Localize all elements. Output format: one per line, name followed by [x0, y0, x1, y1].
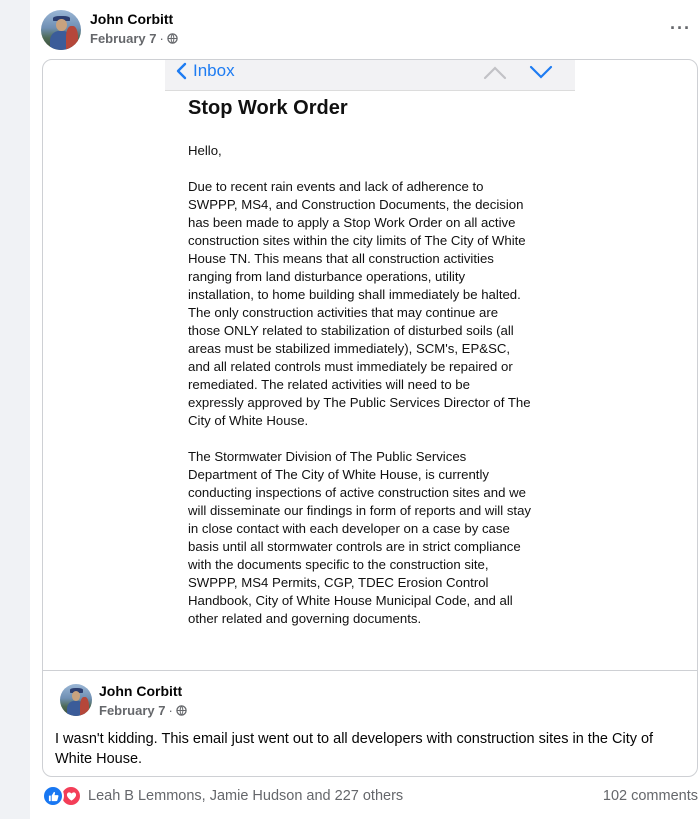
email-screenshot — [165, 60, 575, 670]
author-avatar[interactable] — [41, 10, 81, 50]
chevron-down-icon — [529, 64, 553, 80]
meta-separator: · — [159, 31, 164, 46]
original-post — [43, 671, 697, 776]
post-footer — [42, 783, 698, 809]
email-paragraph-2: The Stormwater Division of The Public Services Department of The City of White House, is currently conducting inspections of active construction sites and we will disseminate our findings in form of reports and will stay in close contact with each developer on a case by case basis until all stormwater controls are in strict compliance with the documents specific to the construction site, SWPPP, MS4 Permits, CGP, TDEC Erosion Control Handbook, City of White House Municipal Code, and all other related and governing documents. — [188, 449, 532, 626]
original-author-avatar[interactable] — [60, 684, 92, 716]
email-paragraph-1: Due to recent rain events and lack of adherence to SWPPP, MS4, and Construction Documents, the decision has been made to apply a Stop Work Order on all active construction sites within the city limits of The City of White House TN. This means that all construction activities ranging from land disturbance operations, utility installation, to home building shall immediately be halted. The only construction activities that may continue are those ONLY related to stabilization of disturbed soils (all areas must be stabilized immediately), SCM's, EP&SC, and all related controls must immediately be repaired or remediated. The related activities will need to be expressly approved by The Public Services Director of The City of White House. — [188, 179, 531, 428]
reaction-icons[interactable] — [42, 785, 82, 807]
original-author-name[interactable]: John Corbitt — [99, 683, 183, 699]
comments-count[interactable]: 102 comments — [602, 788, 698, 804]
meta-separator: · — [168, 703, 173, 718]
shared-post-card[interactable] — [42, 59, 698, 777]
original-post-text: I wasn't kidding. This email just went out to all developers with construction sites in the City of White House. — [55, 731, 654, 767]
chevron-up-icon — [483, 64, 507, 80]
like-reaction-icon — [42, 785, 64, 807]
more-options-icon[interactable]: ··· — [670, 18, 691, 38]
mail-nav-bar — [165, 60, 575, 91]
facebook-post — [30, 0, 698, 819]
inbox-back-button — [175, 61, 235, 81]
reactors-summary[interactable]: Leah B Lemmons, Jamie Hudson and 227 others — [88, 788, 404, 804]
email-subject: Stop Work Order — [188, 97, 348, 119]
email-body — [188, 142, 563, 646]
original-post-meta — [99, 703, 187, 718]
email-greeting: Hello, — [188, 143, 222, 158]
post-meta — [90, 31, 178, 46]
globe-icon — [167, 33, 178, 44]
inbox-label: Inbox — [193, 61, 235, 80]
post-date[interactable]: February 7 — [90, 31, 157, 46]
original-post-date[interactable]: February 7 — [99, 703, 166, 718]
author-name[interactable]: John Corbitt — [90, 11, 174, 27]
globe-icon — [176, 705, 187, 716]
chevron-left-icon — [175, 62, 187, 80]
